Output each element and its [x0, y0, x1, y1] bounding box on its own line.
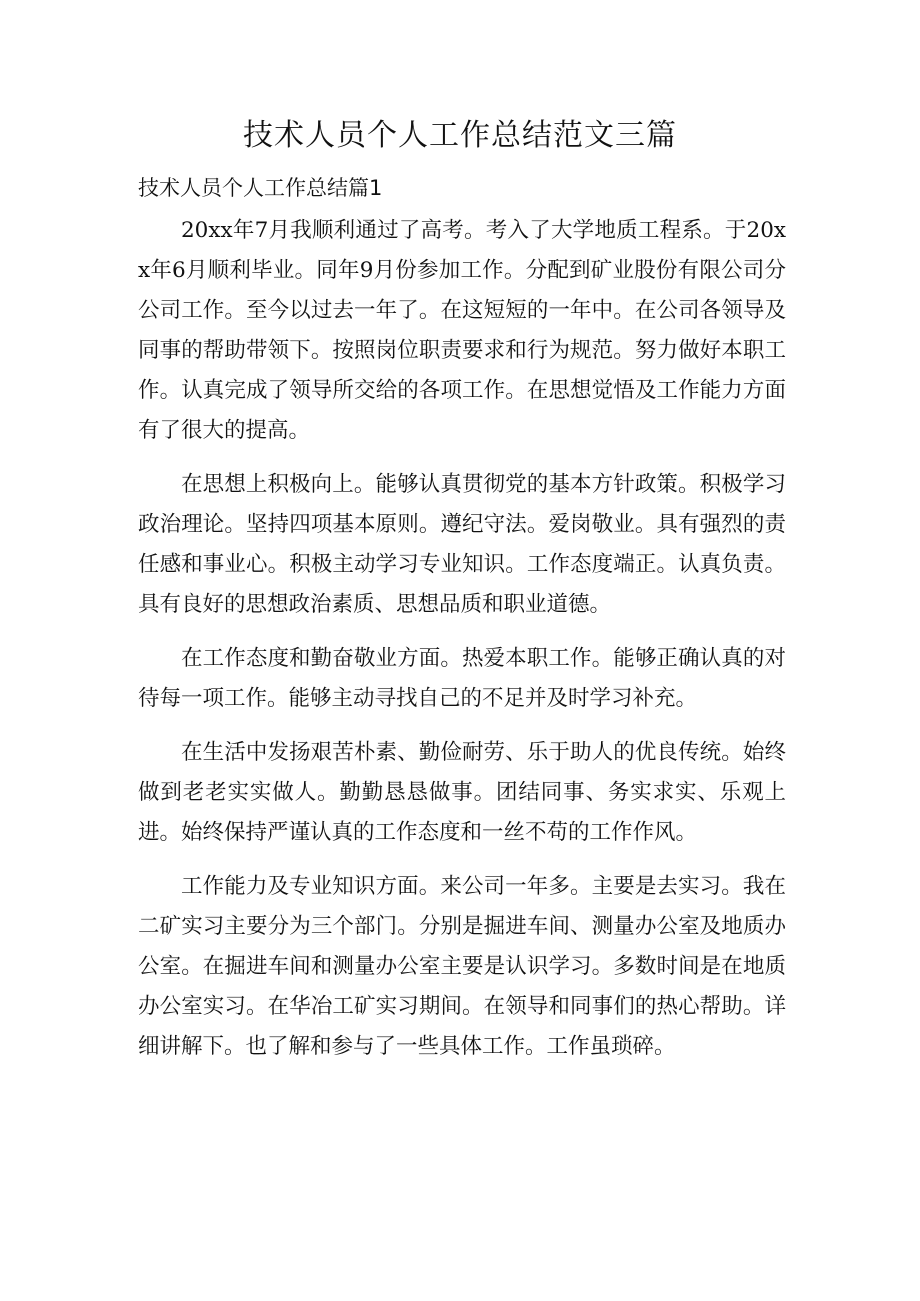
paragraph: 在生活中发扬艰苦朴素、勤俭耐劳、乐于助人的优良传统。始终做到老老实实做人。勤勤恳恳做事。团结同事、务实求实、乐观上进。始终保持严谨认真的工作态度和一丝不苟的工作作风。: [138, 740, 786, 845]
document-title: 技术人员个人工作总结范文三篇: [243, 118, 677, 153]
paragraph: 在工作态度和勤奋敬业方面。热爱本职工作。能够正确认真的对待每一项工作。能够主动寻找自己的不足并及时学习补充。: [138, 646, 786, 711]
document-body: [138, 211, 786, 1081]
paragraph: 工作能力及专业知识方面。来公司一年多。主要是去实习。我在二矿实习主要分为三个部门。分别是掘进车间、测量办公室及地质办公室。在掘进车间和测量办公室主要是认识学习。多数时间是在地质办公室实习。在华冶工矿实习期间。在领导和同事们的热心帮助。详细讲解下。也了解和参与了一些具体工作。工作虽琐碎。: [138, 874, 786, 1059]
section-heading: 技术人员个人工作总结篇1: [138, 176, 383, 200]
paragraph: 20xx年7月我顺利通过了高考。考入了大学地质工程系。于20xx年6月顺利毕业。同年9月份参加工作。分配到矿业股份有限公司分公司工作。至今以过去一年了。在这短短的一年中。在公司各领导及同事的帮助带领下。按照岗位职责要求和行为规范。努力做好本职工作。认真完成了领导所交给的各项工作。在思想觉悟及工作能力方面有了很大的提高。: [138, 218, 786, 443]
paragraph: 在思想上积极向上。能够认真贯彻党的基本方针政策。积极学习政治理论。坚持四项基本原则。遵纪守法。爱岗敬业。具有强烈的责任感和事业心。积极主动学习专业知识。工作态度端正。认真负责。具有良好的思想政治素质、思想品质和职业道德。: [138, 472, 786, 617]
